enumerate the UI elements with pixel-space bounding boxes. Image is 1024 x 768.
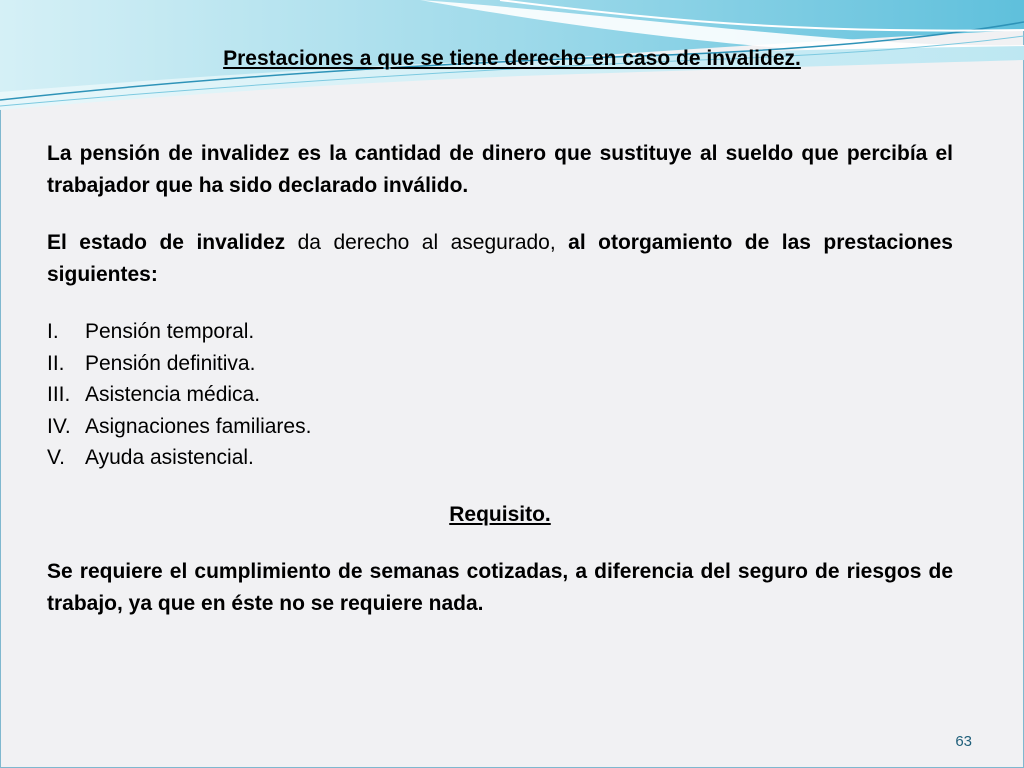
list-item-number: V. — [47, 446, 65, 469]
spacer — [47, 291, 953, 316]
rights-text-part2: da derecho al asegurado, — [285, 231, 569, 254]
slide-content — [47, 138, 953, 620]
list-item — [47, 442, 953, 474]
list-item-number: IV. — [47, 414, 71, 438]
list-item-text: Pensión definitiva. — [85, 351, 256, 375]
slide-title: Prestaciones a que se tiene derecho en caso de invalidez. — [223, 47, 801, 70]
spacer — [47, 202, 953, 227]
list-item-number: III. — [47, 383, 71, 406]
list-item-text: Asignaciones familiares. — [85, 414, 312, 438]
invalidity-pension-definition: La pensión de invalidez es la cantidad de dinero que sustituye al sueldo que percibía el trabajador que ha sido declarado inválido. — [47, 142, 953, 197]
benefits-list — [47, 316, 953, 474]
spacer — [47, 474, 953, 499]
requirement-text: Se requiere el cumplimiento de semanas cotizadas, a diferencia del seguro de riesgos de trabajo, ya que en éste no se requiere nada. — [47, 559, 953, 615]
rights-text-part3: al otorgamiento de las prestaciones siguientes: — [47, 231, 953, 286]
requirement-heading: Requisito. — [449, 502, 551, 526]
list-item-text: Pensión temporal. — [85, 320, 255, 343]
list-item-text: Asistencia médica. — [85, 383, 261, 406]
rights-text-part1: El estado de invalidez — [47, 231, 286, 254]
list-item — [47, 316, 953, 348]
list-item-text: Ayuda asistencial. — [85, 446, 254, 469]
spacer — [47, 531, 953, 556]
list-item — [47, 379, 953, 411]
list-item — [47, 411, 953, 443]
invalidity-rights-paragraph — [47, 227, 953, 291]
page-number: 63 — [955, 733, 972, 750]
list-item — [47, 348, 953, 380]
list-item-number: I. — [47, 320, 59, 343]
list-item-number: II. — [47, 351, 65, 375]
